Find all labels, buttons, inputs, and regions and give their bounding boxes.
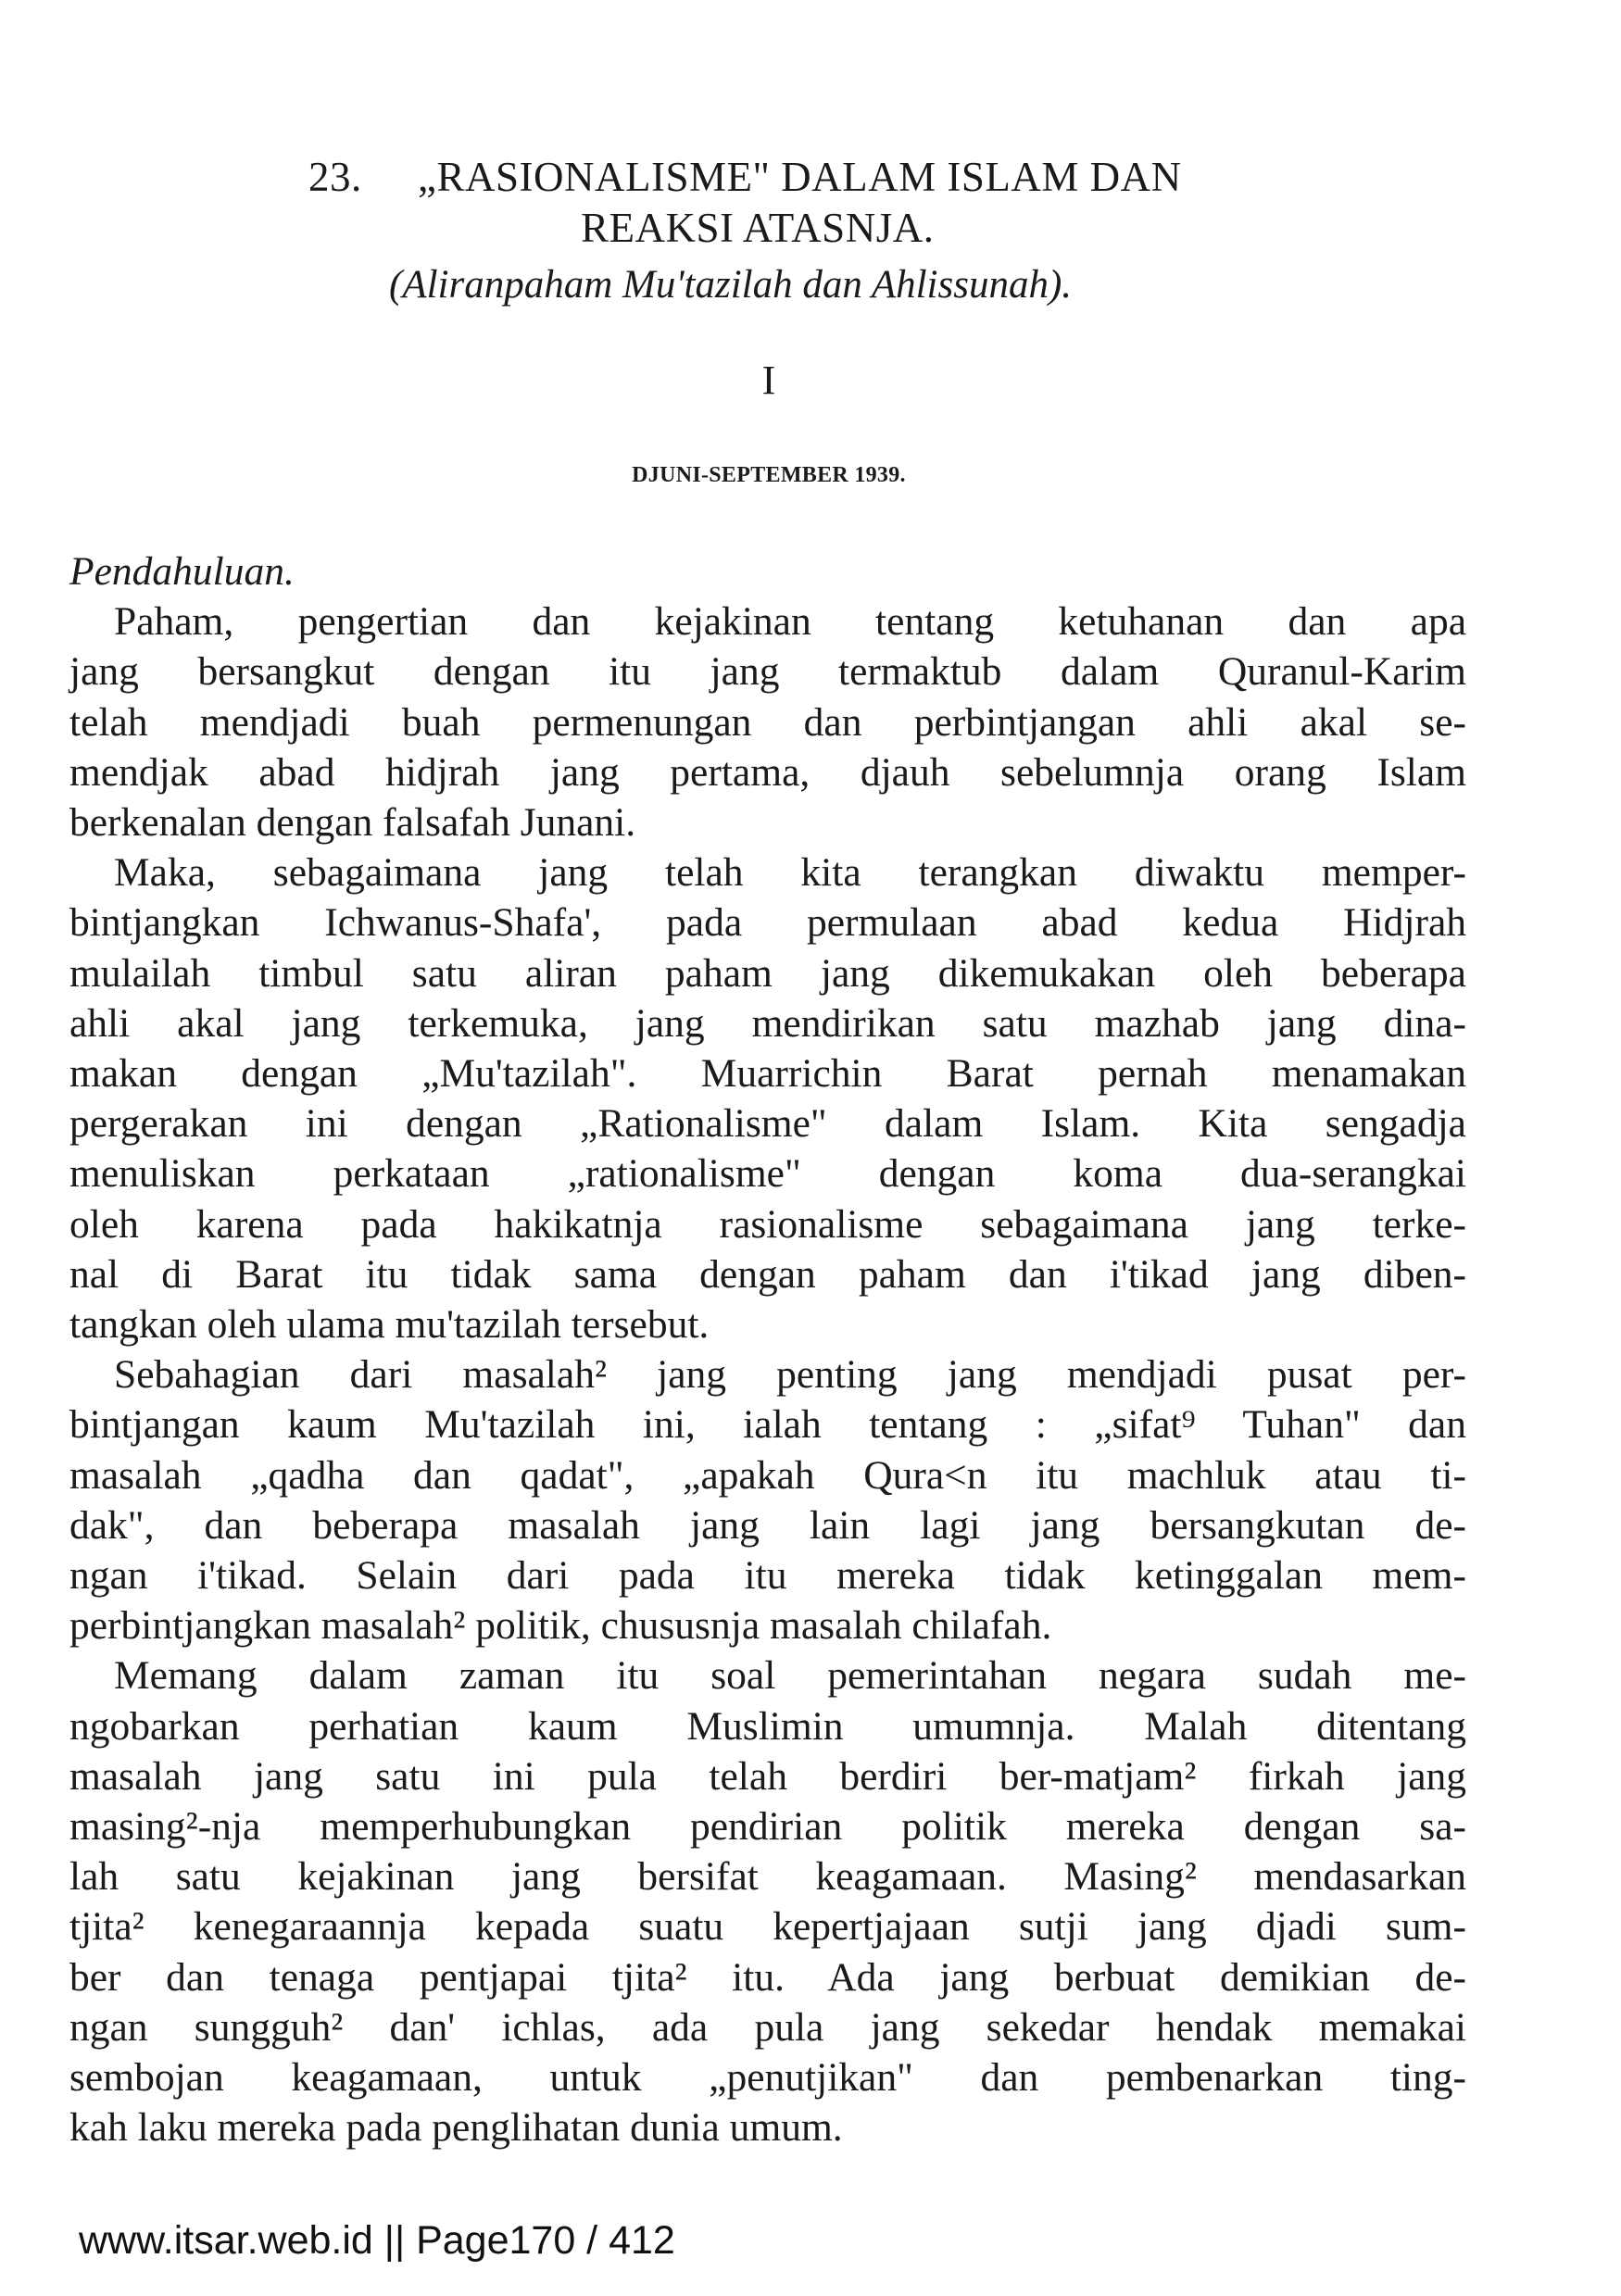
text-line: menuliskan perkataan „rationalisme" dengan koma dua-serangkai <box>69 1151 1466 1197</box>
text-line: tangkan oleh ulama mu'tazilah tersebut. <box>69 1302 710 1348</box>
text-line: bintjangkan Ichwanus-Shafa', pada permulaan abad kedua Hidjrah <box>69 900 1466 946</box>
text-line: masalah jang satu ini pula telah berdiri ber-matjam² firkah jang <box>69 1753 1466 1799</box>
text-line: masalah „qadha dan qadat", „apakah Qura<n itu machluk atau ti- <box>69 1452 1466 1498</box>
text-line: ngan i'tikad. Selain dari pada itu mereka tidak ketinggalan mem- <box>69 1553 1466 1599</box>
text-line: Paham, pengertian dan kejakinan tentang ketuhanan dan apa <box>114 599 1466 645</box>
part-numeral: I <box>761 358 776 403</box>
text-line: ngobarkan perhatian kaum Muslimin umumnja. Malah ditentang <box>69 1703 1466 1749</box>
text-line: Sebahagian dari masalah² jang penting jang mendjadi pusat per- <box>114 1352 1466 1398</box>
text-line: oleh karena pada hakikatnja rasionalisme sebagaimana jang terke- <box>69 1201 1466 1247</box>
chapter-title-line-1 <box>308 153 1182 201</box>
text-line: mulailah timbul satu aliran paham jang dikemukakan oleh beberapa <box>69 950 1466 996</box>
paragraph-3 <box>69 1349 1466 1650</box>
text-line: Maka, sebagaimana jang telah kita terangkan diwaktu memper- <box>114 850 1466 896</box>
text-line: ahli akal jang terkemuka, jang mendirikan satu mazhab jang dina- <box>69 1000 1466 1046</box>
text-line: nal di Barat itu tidak sama dengan paham dan i'tikad jang diben- <box>69 1251 1466 1297</box>
text-line: mendjak abad hidjrah jang pertama, djauh sebelumnja orang Islam <box>69 749 1466 795</box>
text-line: pergerakan ini dengan „Rationalisme" dalam Islam. Kita sengadja <box>69 1101 1466 1147</box>
paragraph-2 <box>69 847 1466 1349</box>
text-line: masing²-nja memperhubungkan pendirian politik mereka dengan sa- <box>69 1804 1466 1850</box>
paragraph-4 <box>69 1650 1466 2152</box>
date-line: DJUNI-SEPTEMBER 1939. <box>632 463 906 487</box>
text-line: tjita² kenegaraannja kepada suatu kepertjajaan sutji jang djadi sum- <box>69 1904 1466 1950</box>
text-line: ber dan tenaga pentjapai tjita² itu. Ada jang berbuat demikian de- <box>69 1954 1466 2000</box>
chapter-title-line-2: REAKSI ATASNJA. <box>581 205 935 251</box>
text-line: bintjangan kaum Mu'tazilah ini, ialah tentang : „sifat⁹ Tuhan" dan <box>69 1402 1466 1448</box>
text-line: dak", dan beberapa masalah jang lain lagi jang bersangkutan de- <box>69 1502 1466 1548</box>
text-line: lah satu kejakinan jang bersifat keagamaan. Masing² mendasarkan <box>69 1854 1466 1900</box>
section-heading: Pendahuluan. <box>69 549 295 594</box>
text-line: ngan sungguh² dan' ichlas, ada pula jang sekedar hendak memakai <box>69 2004 1466 2050</box>
text-line: berkenalan dengan falsafah Junani. <box>69 800 636 846</box>
text-line: telah mendjadi buah permenungan dan perbintjangan ahli akal se- <box>69 699 1466 745</box>
text-line: perbintjangkan masalah² politik, chususnja masalah chilafah. <box>69 1603 1052 1649</box>
page-footer: www.itsar.web.id || Page170 / 412 <box>79 2218 675 2263</box>
chapter-subtitle: (Aliranpaham Mu'tazilah dan Ahlissunah). <box>389 263 1073 307</box>
text-line: makan dengan „Mu'tazilah". Muarrichin Barat pernah menamakan <box>69 1051 1466 1097</box>
text-line: Memang dalam zaman itu soal pemerintahan negara sudah me- <box>114 1653 1466 1699</box>
text-line: kah laku mereka pada penglihatan dunia umum. <box>69 2105 843 2151</box>
article-body <box>69 546 1466 2153</box>
chapter-title-text-1: „RASIONALISME" DALAM ISLAM DAN <box>418 154 1182 200</box>
paragraph-1 <box>69 596 1466 847</box>
text-line: sembojan keagamaan, untuk „penutjikan" dan pembenarkan ting- <box>69 2055 1466 2101</box>
chapter-number: 23. <box>308 154 362 200</box>
text-line: jang bersangkut dengan itu jang termaktub dalam Quranul-Karim <box>69 649 1466 695</box>
